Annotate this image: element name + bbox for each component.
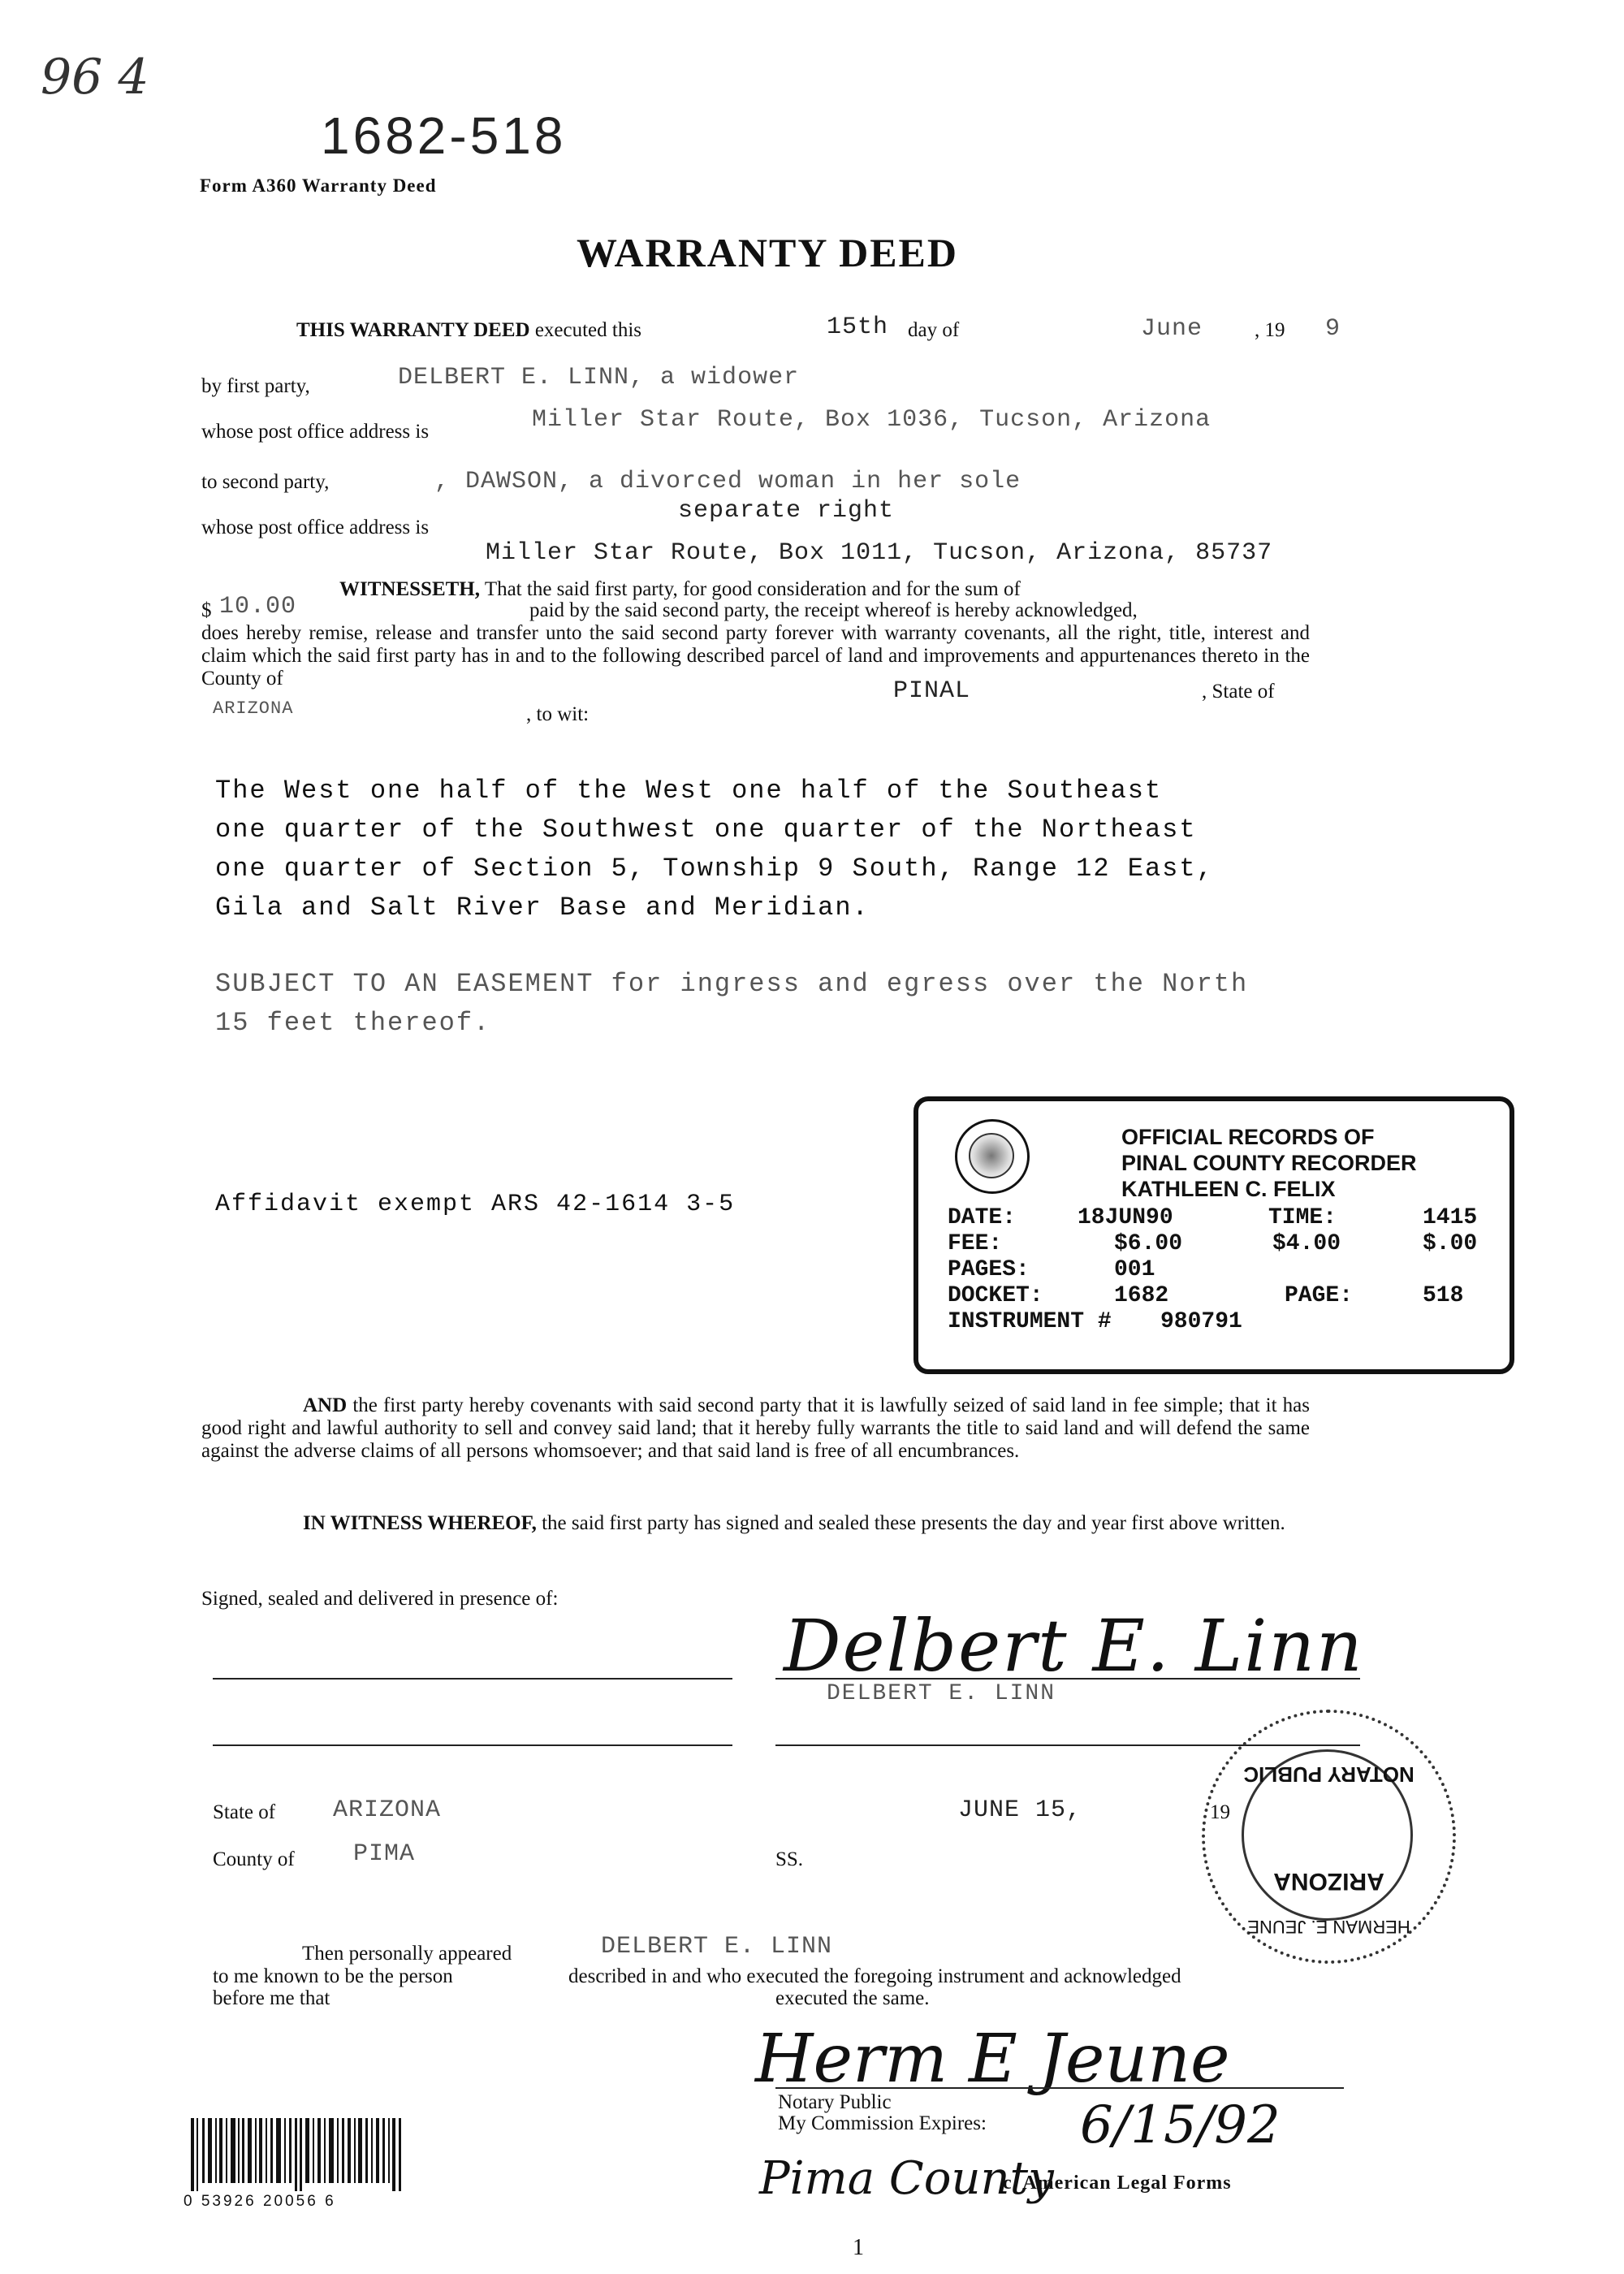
state-value: ARIZONA xyxy=(213,698,294,719)
county-seal-icon xyxy=(955,1119,1030,1194)
year-suffix: 9 xyxy=(1325,315,1341,343)
witness-signature-line-2 xyxy=(213,1744,732,1746)
second-party-value-line2: separate right xyxy=(678,497,895,525)
notary-seal-name: HERMAN E. JEUNE xyxy=(1247,1917,1410,1937)
form-label: Form A360 Warranty Deed xyxy=(200,175,437,196)
first-party-value: DELBERT E. LINN, a widower xyxy=(398,364,800,391)
second-party-address-value: Miller Star Route, Box 1011, Tucson, Arizona, 85737 xyxy=(486,539,1273,567)
stamp-page-label: PAGE: xyxy=(1285,1283,1354,1308)
stamp-details xyxy=(948,1205,1484,1335)
stamp-fee-2: $4.00 xyxy=(1272,1231,1341,1256)
year-prefix: , 19 xyxy=(1255,319,1285,341)
stamp-time-value: 1415 xyxy=(1423,1205,1478,1230)
publisher-credit: c. American Legal Forms xyxy=(1003,2172,1232,2194)
stamp-date-value: 18JUN90 xyxy=(1078,1205,1173,1230)
stamp-title-line2: PINAL COUNTY RECORDER xyxy=(1121,1151,1417,1175)
commission-value: 6/15/92 xyxy=(1080,2095,1281,2155)
month-value: June xyxy=(1141,315,1203,343)
stamp-title-line3: KATHLEEN C. FELIX xyxy=(1121,1177,1336,1201)
witnesseth-lead: WITNESSETH, xyxy=(339,578,480,600)
handwritten-reference: 96 4 xyxy=(41,49,149,106)
witnesseth-text1: That the said first party, for good consideration and for the sum of xyxy=(484,578,1021,600)
legal-description xyxy=(215,772,1214,927)
known-label: to me known to be the person xyxy=(213,1965,453,1987)
easement-line: 15 feet thereof. xyxy=(215,1008,491,1038)
state-of-label: , State of xyxy=(1202,681,1275,703)
described-text: described in and who executed the foregoing instrument and acknowledged xyxy=(568,1965,1181,1987)
commission-label: My Commission Expires: xyxy=(778,2112,987,2134)
first-party-address-value: Miller Star Route, Box 1036, Tucson, Arizona xyxy=(532,406,1212,434)
witness-signature-line-1 xyxy=(213,1678,732,1680)
stamp-fee-3: $.00 xyxy=(1423,1231,1478,1256)
amount-value: 10.00 xyxy=(219,593,297,620)
stamp-pages-label: PAGES: xyxy=(948,1257,1030,1282)
covenant-paragraph xyxy=(201,1394,1310,1463)
intro-line xyxy=(296,319,641,342)
ack-state-label: State of xyxy=(213,1801,276,1823)
stamp-docket-value: 1682 xyxy=(1114,1283,1169,1308)
to-wit-label: , to wit: xyxy=(526,703,590,725)
first-party-label: by first party, xyxy=(201,375,310,397)
legal-line: Gila and Salt River Base and Meridian. xyxy=(215,893,870,923)
ack-date-value: JUNE 15, xyxy=(958,1796,1082,1824)
appeared-value: DELBERT E. LINN xyxy=(601,1933,833,1961)
grantor-typed-name: DELBERT E. LINN xyxy=(827,1681,1056,1706)
stamp-instrument-value: 980791 xyxy=(1160,1309,1242,1334)
affidavit-exemption: Affidavit exempt ARS 42-1614 3-5 xyxy=(215,1191,736,1218)
day-of-label: day of xyxy=(908,319,960,341)
witnesseth-line2: paid by the said second party, the receipt whereof is hereby acknowledged, xyxy=(529,599,1138,621)
witness-text: the said first party has signed and sealed these presents the day and year first above written. xyxy=(542,1512,1285,1534)
second-party-value: , DAWSON, a divorced woman in her sole xyxy=(434,468,1021,495)
signed-sealed-label: Signed, sealed and delivered in presence of: xyxy=(201,1588,559,1610)
barcode xyxy=(191,2118,406,2191)
executed-same-text: executed the same. xyxy=(775,1987,930,2009)
day-value: 15th xyxy=(827,313,889,341)
ack-ss: SS. xyxy=(775,1848,804,1870)
second-party-address-label: whose post office address is xyxy=(201,517,430,538)
stamp-date-label: DATE: xyxy=(948,1205,1017,1230)
witnesseth-line1 xyxy=(339,578,1021,601)
stamp-title-line1: OFFICIAL RECORDS OF xyxy=(1121,1125,1375,1149)
stamp-page-value: 518 xyxy=(1423,1283,1464,1308)
grantor-signature: Delbert E. Linn xyxy=(784,1604,1364,1688)
document-number: 1682-518 xyxy=(321,106,567,165)
ack-county-value: PIMA xyxy=(353,1840,416,1868)
witnesseth-body: does hereby remise, release and transfer unto the said second party forever with warranty covenants, all the right, title, interest and claim which the said first party has in and to the following described parcel of land and improvements and appurtenances thereto in the County of xyxy=(201,622,1310,690)
stamp-pages-value: 001 xyxy=(1114,1257,1155,1282)
page-mark: 1 xyxy=(853,2235,864,2260)
notary-seal xyxy=(1202,1710,1456,1964)
stamp-instrument-label: INSTRUMENT # xyxy=(948,1309,1112,1334)
notary-seal-top-text: NOTARY PUBLIC xyxy=(1243,1762,1415,1787)
witness-paragraph xyxy=(201,1512,1310,1535)
ack-county-label: County of xyxy=(213,1848,295,1870)
notary-public-label: Notary Public xyxy=(778,2091,892,2113)
stamp-time-label: TIME: xyxy=(1268,1205,1337,1230)
stamp-fee-1: $6.00 xyxy=(1114,1231,1183,1256)
intro-lead: THIS WARRANTY DEED xyxy=(296,319,530,341)
barcode-number: 0 53926 20056 6 xyxy=(184,2193,336,2210)
notary-signature: Herm E Jeune xyxy=(755,2021,1230,2098)
stamp-fee-label: FEE: xyxy=(948,1231,1003,1256)
stamp-title xyxy=(1121,1124,1417,1202)
easement-clause xyxy=(215,965,1248,1043)
witness-lead: IN WITNESS WHEREOF, xyxy=(303,1512,537,1534)
stamp-docket-label: DOCKET: xyxy=(948,1283,1043,1308)
legal-line: one quarter of the Southwest one quarter of the Northeast xyxy=(215,815,1197,845)
page-title: WARRANTY DEED xyxy=(576,230,959,275)
notary-signature-line xyxy=(775,2087,1344,2089)
notary-seal-state: ARIZONA xyxy=(1273,1868,1384,1895)
second-party-label: to second party, xyxy=(201,471,330,493)
covenant-text: the first party hereby covenants with said second party that it is lawfully seized of said land in fee simple; that it has good right and lawful authority to sell and convey said land; that it hereby fully warrants the title to said land and will defend the same against the adverse claims of all persons whomsoever; and that said land is free of all encumbrances. xyxy=(201,1394,1311,1462)
barcode-icon xyxy=(191,2118,406,2191)
amount-prefix: $ xyxy=(201,599,212,621)
county-value: PINAL xyxy=(893,677,971,705)
executed-this-label: executed this xyxy=(534,319,642,341)
covenant-lead: AND xyxy=(303,1394,348,1416)
appeared-label: Then personally appeared xyxy=(302,1943,512,1965)
before-me-label: before me that xyxy=(213,1987,330,2009)
notary-county: Pima County xyxy=(759,2152,1054,2205)
ack-state-value: ARIZONA xyxy=(333,1796,442,1824)
legal-line: one quarter of Section 5, Township 9 South, Range 12 East, xyxy=(215,854,1214,884)
easement-line: SUBJECT TO AN EASEMENT for ingress and egress over the North xyxy=(215,969,1249,999)
recorder-stamp xyxy=(914,1096,1514,1374)
legal-line: The West one half of the West one half of the Southeast xyxy=(215,776,1163,806)
ack-year-value: 19 xyxy=(1210,1801,1230,1823)
first-party-address-label: whose post office address is xyxy=(201,421,430,443)
